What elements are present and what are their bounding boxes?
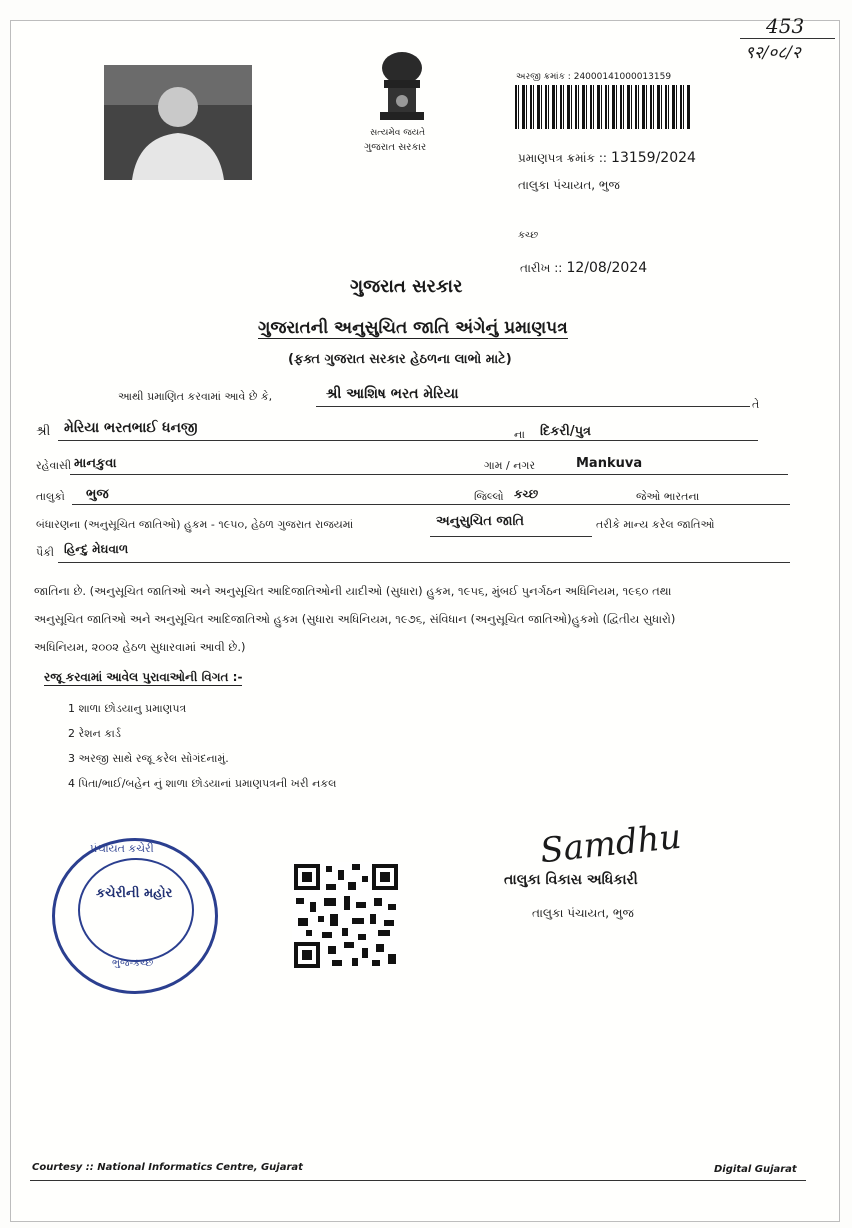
taluka-value: ભુજ bbox=[86, 487, 109, 502]
taluka-label: તાલુકો bbox=[36, 490, 65, 503]
na-text: ના bbox=[514, 428, 525, 441]
recognized-text: તરીકે માન્ય કરેલ જાતિઓ bbox=[596, 518, 715, 531]
govt-title: ગુજરાત સરકાર bbox=[350, 276, 463, 297]
resident-label: રહેવાસી bbox=[36, 459, 72, 472]
cert-no-label: પ્રમાણપત્ર ક્રમાંક :: bbox=[518, 151, 607, 165]
certify-prefix: આથી પ્રમાણિત કરવામાં આવે છે કે, bbox=[118, 390, 273, 403]
caste-type: અનુસુચિત જાતિ bbox=[436, 514, 525, 529]
te-text: તે bbox=[752, 398, 760, 411]
evidence-item: 2 રેશન કાર્ડ bbox=[68, 727, 121, 740]
legal-para-line-1: જાતિના છે. (અનુસૂચિત જાતિઓ અને અનુસૂચિત આદિજાતિઓની યાદીઓ (સુધારા) હુકમ, ૧૯૫૬, મુંબઈ પુનર્ગઠન અધિનિયમ, ૧૯૬૦ તથા bbox=[34, 584, 672, 598]
village-label: ગામ / નગર bbox=[484, 459, 536, 472]
district-value: કચ્છ bbox=[514, 487, 539, 501]
footer-courtesy: Courtesy :: National Informatics Centre, Gujarat bbox=[32, 1162, 303, 1173]
legal-para-line-3: અધિનિયમ, ૨૦૦૨ હેઠળ સુધારવામાં આવી છે.) bbox=[34, 640, 246, 654]
evidence-heading: રજૂ કરવામાં આવેલ પુરાવાઓની વિગત :- bbox=[44, 670, 243, 684]
shri-text: શ્રી bbox=[36, 424, 51, 439]
district-label: જિલ્લો bbox=[474, 490, 504, 503]
national-emblem-icon bbox=[366, 46, 438, 128]
issuing-district: કચ્છ bbox=[518, 230, 539, 241]
certificate-subtitle: (ફક્ત ગુજરાત સરકાર હેઠળના લાભો માટે) bbox=[288, 352, 512, 367]
issue-date bbox=[520, 260, 647, 276]
officer-title: તાલુકા વિકાસ અધિકારી bbox=[504, 872, 638, 888]
bharat-text: જેઓ ભારતના bbox=[636, 490, 700, 503]
evidence-item: 4 પિતા/ભાઈ/બહેન નું શાળા છોડયાનાં પ્રમાણપત્રની ખરી નકલ bbox=[68, 777, 337, 790]
date-label: તારીખ :: bbox=[520, 261, 563, 275]
serial-value: 24000141000013159 bbox=[573, 72, 672, 82]
serial-number bbox=[516, 72, 671, 82]
subcaste-value: હિન્દુ મેઘવાળ bbox=[64, 542, 129, 556]
village-value: Mankuva bbox=[576, 456, 643, 471]
barcode bbox=[515, 85, 690, 129]
legal-para-line-2: અનુસૂચિત જાતિઓ અને અનુસૂચિત આદિજાતિઓ હુકમ (સુધારા અધિનિયમ, ૧૯૭૬, સંવિધાન (અનુસૂચિત જાતિઓ)હુકમો (દ્વિતીય સુધારો) bbox=[34, 612, 676, 626]
issuing-office: તાલુકા પંચાયત, ભુજ bbox=[518, 178, 620, 192]
footer-digital-gujarat: Digital Gujarat bbox=[714, 1164, 797, 1175]
certificate-number bbox=[518, 150, 696, 166]
corner-note-bottom: ९२/०८/२ bbox=[745, 43, 801, 63]
evidence-item: 1 શાળા છોડયાનુ પ્રમાણપત્ર bbox=[68, 702, 187, 715]
corner-note-top: 453 bbox=[766, 14, 805, 38]
serial-label: અરજી ક્રમાંક : bbox=[516, 72, 571, 82]
applicant-photo bbox=[104, 65, 252, 180]
relation: દિકરી/પુત્ર bbox=[540, 424, 592, 439]
date-value: 12/08/2024 bbox=[566, 260, 648, 276]
seal-center-text: કચેરીની મહોર bbox=[96, 886, 173, 901]
qr-code bbox=[292, 862, 400, 970]
office-seal-inner bbox=[78, 858, 194, 962]
seal-bottom-text: ભુજ-કચ્છ bbox=[112, 958, 154, 969]
cert-no-value: 13159/2024 bbox=[611, 150, 696, 166]
emblem-motto: સત્યમેવ જયતે bbox=[370, 128, 426, 138]
officer-signature: Samdhu bbox=[538, 816, 684, 872]
evidence-item: 3 અરજી સાથે રજૂ કરેલ સોગંદનામું. bbox=[68, 752, 229, 765]
certificate-title: ગુજરાતની અનુસુચિત જાતિ અંગેનું પ્રમાણપત્ર bbox=[258, 318, 568, 338]
footer-divider bbox=[30, 1180, 806, 1181]
emblem-govt: ગુજરાત સરકાર bbox=[364, 142, 427, 153]
seal-top-text: પંચાયત કચેરી bbox=[90, 842, 154, 855]
father-name: મેરિયા ભરતભાઈ ધનજી bbox=[64, 420, 198, 436]
subcaste-label: પૈકી bbox=[36, 546, 55, 559]
applicant-name: શ્રી આશિષ ભરત મેરિયા bbox=[326, 386, 459, 402]
resident-value: માનકુવા bbox=[74, 456, 117, 471]
officer-office: તાલુકા પંચાયત, ભુજ bbox=[532, 906, 634, 920]
constitution-text: બંધારણના (અનુસૂચિત જાતિઓ) હુકમ - ૧૯૫૦, હેઠળ ગુજરાત રાજયમાં bbox=[36, 518, 354, 531]
